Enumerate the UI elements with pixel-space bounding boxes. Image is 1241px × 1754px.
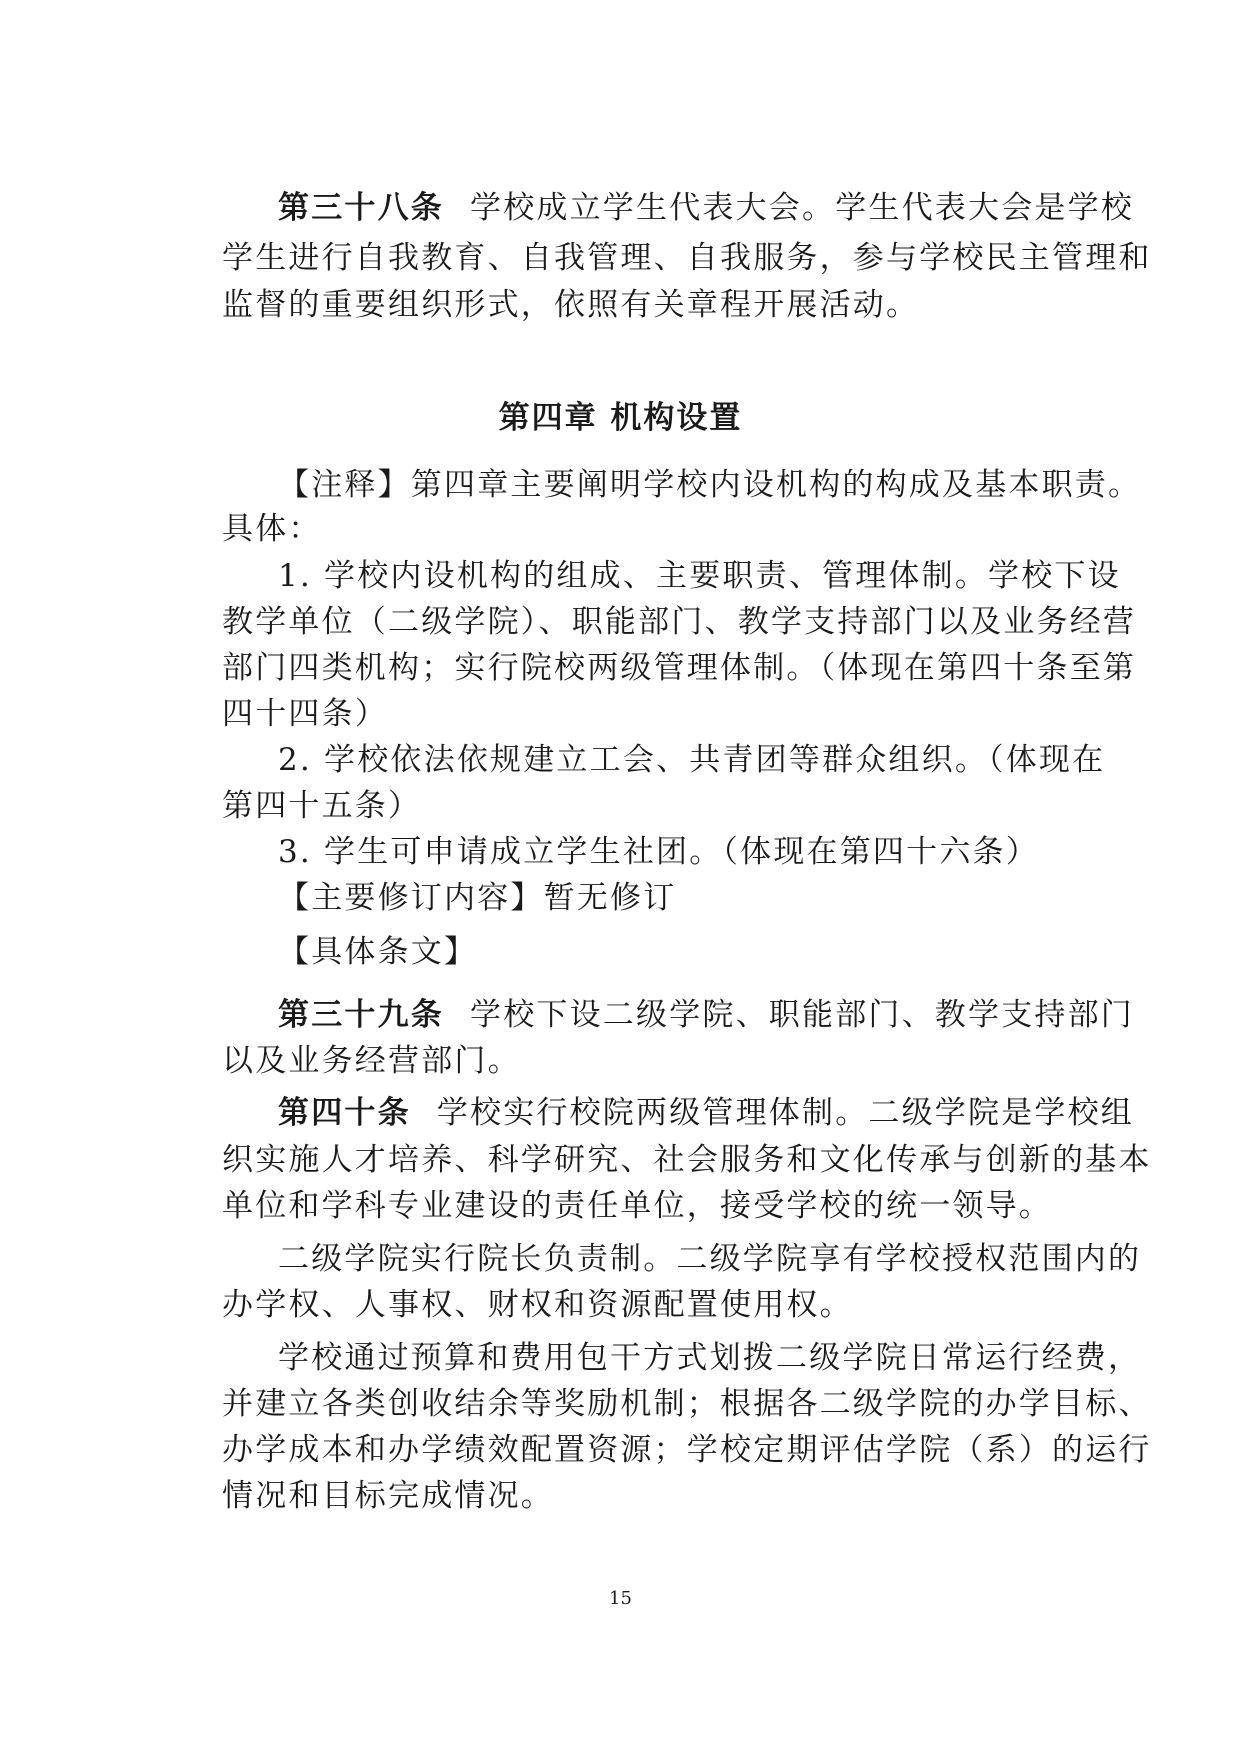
- article-39-label: 第三十九条: [278, 997, 444, 1033]
- article-40-line-3: 单位和学科专业建设的责任单位，接受学校的统一领导。: [222, 1188, 1052, 1224]
- annotation-item-1-line-3: 部门四类机构；实行院校两级管理体制。（体现在第四十条至第: [222, 650, 1137, 686]
- article-40-p2-line-1: 二级学院实行院长负责制。二级学院享有学校授权范围内的: [278, 1241, 1142, 1277]
- article-38-line-3: 监督的重要组织形式，依照有关章程开展活动。: [222, 287, 920, 323]
- articles-header: 【具体条文】: [278, 934, 478, 970]
- annotation-item-2-line-1: 2. 学校依法依规建立工会、共青团等群众组织。（体现在: [278, 742, 1106, 778]
- article-40-p3-line-4: 情况和目标完成情况。: [222, 1478, 554, 1514]
- annotation-line-1: 【注释】第四章主要阐明学校内设机构的构成及基本职责。: [278, 467, 1142, 503]
- revision-note: 【主要修订内容】暂无修订: [278, 880, 677, 916]
- article-40-line-2: 织实施人才培养、科学研究、社会服务和文化传承与创新的基本: [222, 1142, 1152, 1178]
- article-39-line-1: 第三十九条 学校下设二级学院、职能部门、教学支持部门: [278, 997, 1134, 1033]
- annotation-item-1-line-1: 1. 学校内设机构的组成、主要职责、管理体制。学校下设: [278, 558, 1121, 594]
- article-40-p3-line-1: 学校通过预算和费用包干方式划拨二级学院日常运行经费，: [278, 1340, 1142, 1376]
- annotation-item-3-line-1: 3. 学生可申请成立学生社团。（体现在第四十六条）: [278, 834, 1039, 870]
- article-38-line-1: 第三十八条 学校成立学生代表大会。学生代表大会是学校: [278, 190, 1134, 226]
- chapter-title: 第四章 机构设置: [498, 400, 743, 436]
- annotation-line-2: 具体：: [222, 511, 322, 547]
- article-40-p3-line-2: 并建立各类创收结余等奖励机制；根据各二级学院的办学目标、: [222, 1386, 1152, 1422]
- annotation-item-1-line-4: 四十四条）: [222, 696, 388, 732]
- article-38-label: 第三十八条: [278, 190, 444, 226]
- article-40-label: 第四十条: [278, 1095, 411, 1131]
- article-40-p2-line-2: 办学权、人事权、财权和资源配置使用权。: [222, 1287, 853, 1323]
- article-40-p3-line-3: 办学成本和办学绩效配置资源；学校定期评估学院（系）的运行: [222, 1432, 1152, 1468]
- article-40-line-1: 第四十条 学校实行校院两级管理体制。二级学院是学校组: [278, 1095, 1135, 1131]
- annotation-item-1-line-2: 教学单位（二级学院）、职能部门、教学支持部门以及业务经营: [222, 604, 1137, 640]
- page-number: 15: [609, 1588, 632, 1609]
- annotation-item-2-line-2: 第四十五条）: [222, 788, 422, 824]
- article-39-line-2: 以及业务经营部门。: [222, 1043, 521, 1079]
- article-38-line-2: 学生进行自我教育、自我管理、自我服务，参与学校民主管理和: [222, 240, 1152, 276]
